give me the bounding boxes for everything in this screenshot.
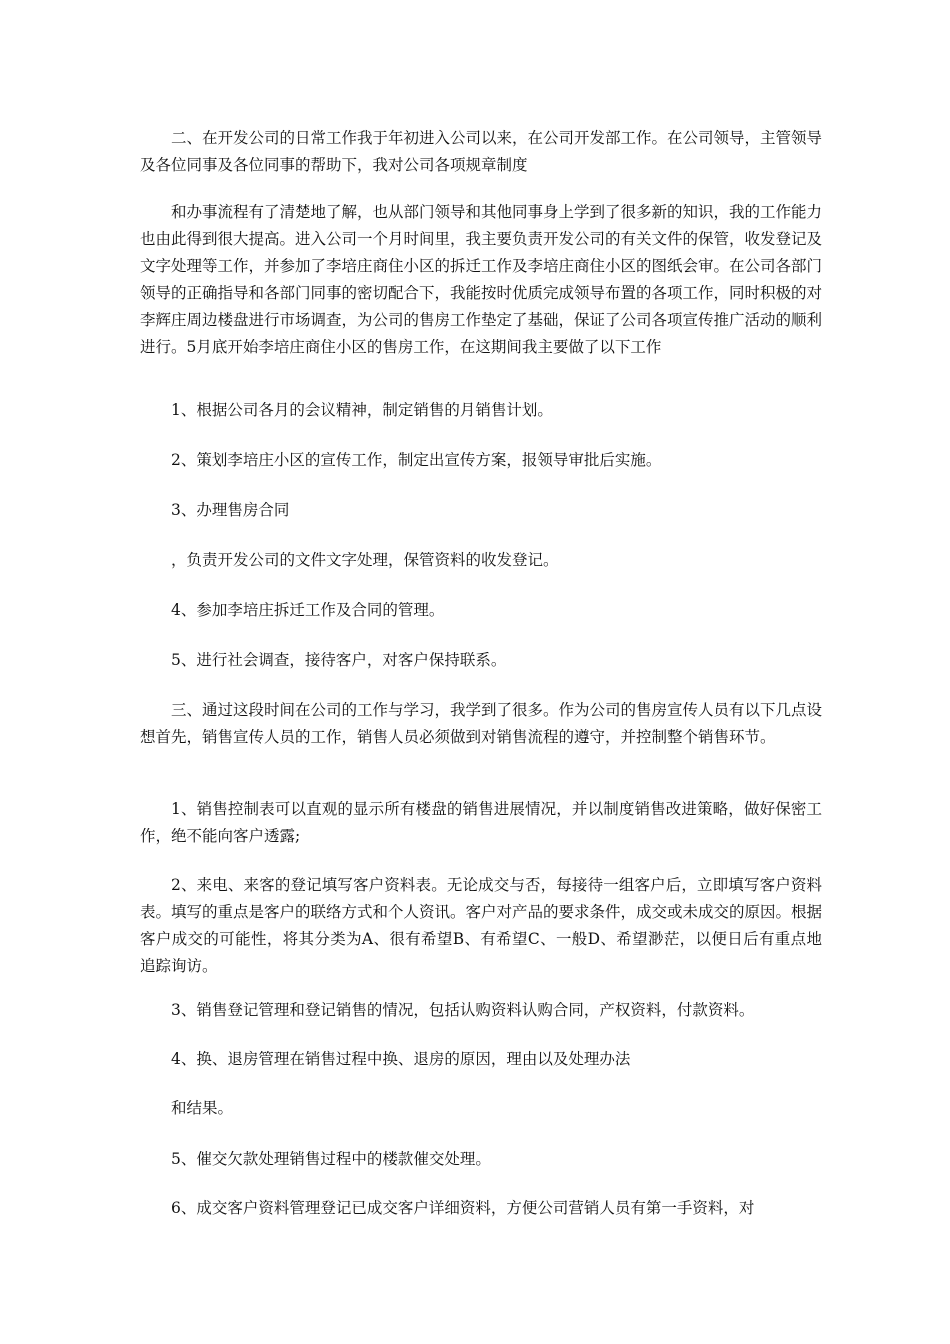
list-item-sales-4-continued: 和结果。 xyxy=(171,1099,234,1117)
paragraph-section-two-intro: 二、在开发公司的日常工作我于年初进入公司以来，在公司开发部工作。在公司领导，主管领导及各位同事及各位同事的帮助下，我对公司各项规章制度 xyxy=(140,129,823,174)
list-item-1: 1、根据公司各月的会议精神，制定销售的月销售计划。 xyxy=(171,401,553,419)
list-item-sales-4: 4、换、退房管理在销售过程中换、退房的原因，理由以及处理办法 xyxy=(171,1050,631,1068)
list-item-3: 3、办理售房合同 xyxy=(171,501,290,519)
list-item-sales-6: 6、成交客户资料管理登记已成交客户详细资料，方便公司营销人员有第一手资料，对 xyxy=(171,1199,755,1217)
list-item-5: 5、进行社会调查，接待客户，对客户保持联系。 xyxy=(171,651,507,669)
list-item-sales-2: 2、来电、来客的登记填写客户资料表。无论成交与否，每接待一组客户后，立即填写客户资料表。填写的重点是客户的联络方式和个人资讯。客户对产品的要求条件，成交或未成交的原因。根据客户成交的可能性，将其分类为A、很有希望B、有希望C、一般D、希望渺茫，以便日后有重点地追踪询访。 xyxy=(140,876,823,975)
paragraph-work-overview: 和办事流程有了清楚地了解，也从部门领导和其他同事身上学到了很多新的知识，我的工作能力也由此得到很大提高。进入公司一个月时间里，我主要负责开发公司的有关文件的保管，收发登记及文字处理等工作，并参加了李培庄商住小区的拆迁工作及李培庄商住小区的图纸会审。在公司各部门领导的正确指导和各部门同事的密切配合下，我能按时优质完成领导布置的各项工作，同时积极的对李辉庄周边楼盘进行市场调查，为公司的售房工作垫定了基础，保证了公司各项宣传推广活动的顺利进行。5月底开始李培庄商住小区的售房工作，在这期间我主要做了以下工作 xyxy=(140,203,823,356)
paragraph-section-three-intro: 三、通过这段时间在公司的工作与学习，我学到了很多。作为公司的售房宣传人员有以下几点设想首先，销售宣传人员的工作，销售人员必须做到对销售流程的遵守，并控制整个销售环节。 xyxy=(140,701,823,746)
list-item-sales-5: 5、催交欠款处理销售过程中的楼款催交处理。 xyxy=(171,1150,491,1168)
list-item-4: 4、参加李培庄拆迁工作及合同的管理。 xyxy=(171,601,445,619)
list-item-3-continued: ，负责开发公司的文件文字处理，保管资料的收发登记。 xyxy=(171,551,559,569)
list-item-2: 2、策划李培庄小区的宣传工作，制定出宣传方案，报领导审批后实施。 xyxy=(171,451,662,469)
list-item-sales-3: 3、销售登记管理和登记销售的情况，包括认购资料认购合同，产权资料，付款资料。 xyxy=(171,1001,755,1019)
list-item-sales-1: 1、销售控制表可以直观的显示所有楼盘的销售进展情况，并以制度销售改进策略，做好保密工作，绝不能向客户透露; xyxy=(140,800,822,845)
